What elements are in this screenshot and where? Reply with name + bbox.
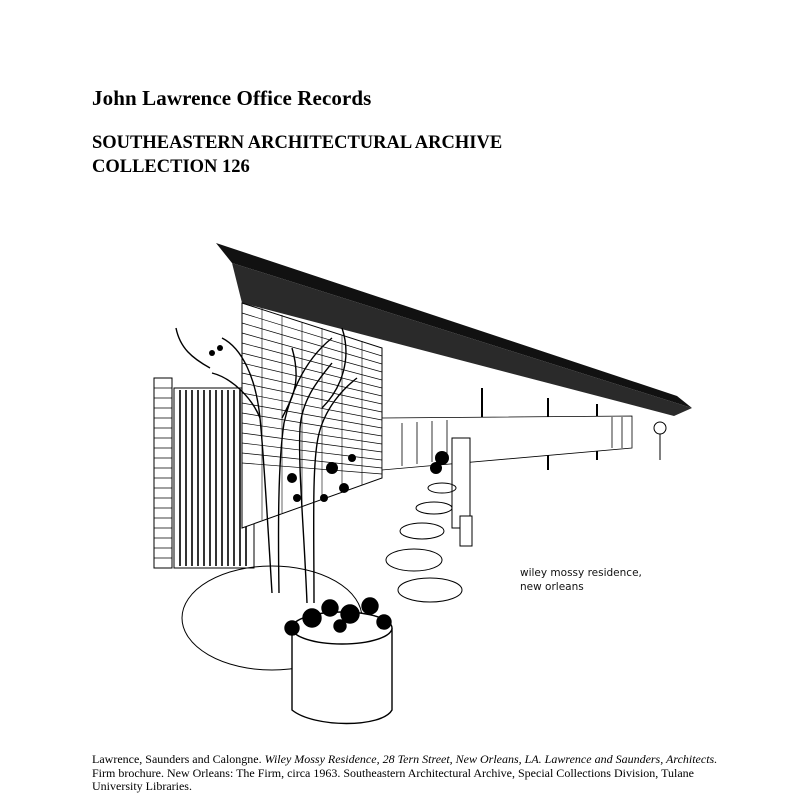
caption-authors: Lawrence, Saunders and Calongne. xyxy=(92,752,265,766)
drawing-label-line1: wiley mossy residence, xyxy=(520,567,642,579)
archive-name: SOUTHEASTERN ARCHITECTURAL ARCHIVE xyxy=(92,133,503,153)
page-title: John Lawrence Office Records xyxy=(92,86,372,110)
drawing-label-line2: new orleans xyxy=(520,581,584,593)
screen-wall xyxy=(242,303,382,528)
architectural-sketch xyxy=(92,198,716,732)
caption-title: Wiley Mossy Residence, 28 Tern Street, New Orleans, LA. Lawrence and Saunders, Architects. xyxy=(264,752,718,766)
collection-number: COLLECTION 126 xyxy=(92,157,250,177)
figure-caption xyxy=(92,753,732,794)
drawing-label xyxy=(520,566,642,594)
caption-source: Firm brochure. New Orleans: The Firm, circa 1963. Southeastern Architectural Archive, Special Collections Division, Tulane University Libraries. xyxy=(92,765,694,794)
rear-wall xyxy=(382,416,632,470)
left-wall xyxy=(154,378,172,568)
planter xyxy=(285,598,392,724)
residence-drawing xyxy=(92,198,716,732)
collection-heading xyxy=(92,131,502,179)
